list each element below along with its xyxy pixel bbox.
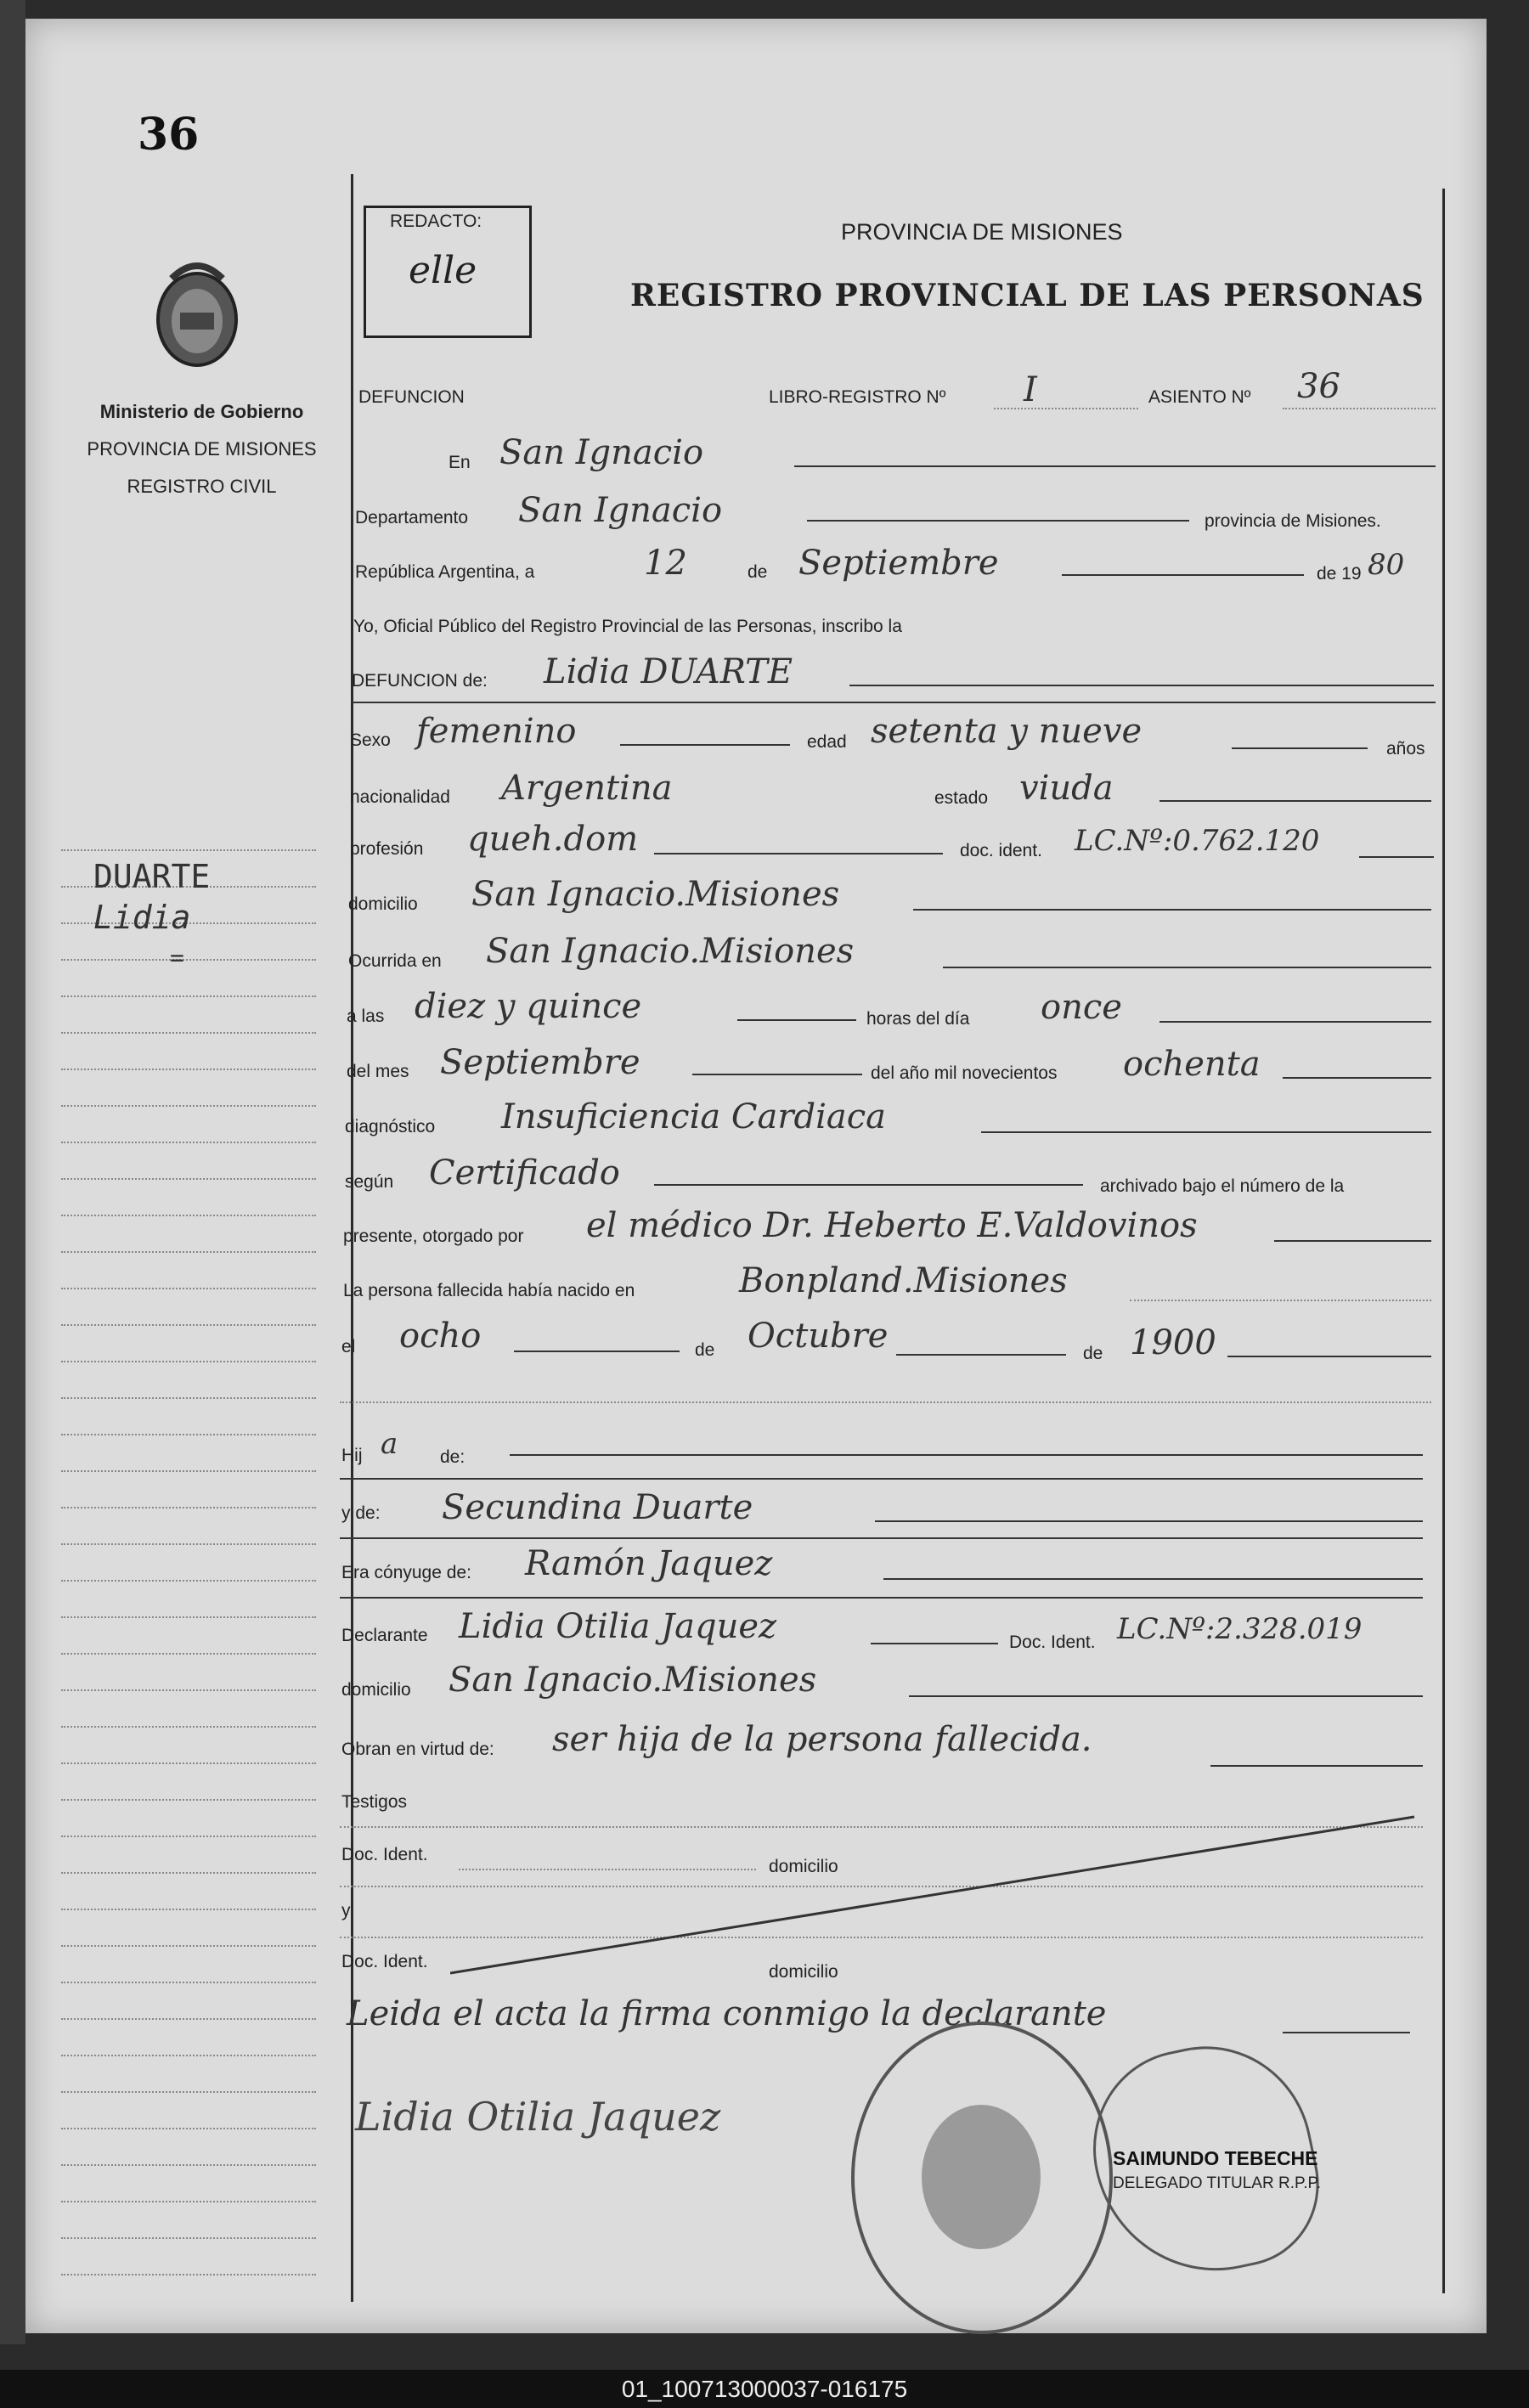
alas-label: a las [347,1007,385,1026]
declarant-signature: Lidia Otilia Jaquez [355,2094,721,2140]
anomil-label: del año mil novecientos [871,1063,1058,1083]
hij-line [510,1454,1423,1456]
margin-ruled-line [61,2018,316,2020]
dom2-label: domicilio [769,1962,838,1982]
margin-ruled-line [61,1799,316,1801]
margin-ruled-line [61,1069,316,1070]
domicilio-label: domicilio [348,894,418,914]
nac-de-label: de [695,1340,715,1360]
diagnostico-label: diagnóstico [345,1117,436,1136]
margin-ruled-line [61,1982,316,1983]
decl-doc-label: Doc. Ident. [1009,1633,1096,1652]
margin-ruled-line [61,1397,316,1399]
redacto-label: REDACTO: [390,211,482,231]
margin-ruled-line [61,1836,316,1837]
nacido-line [1130,1300,1431,1301]
ministry-province: PROVINCIA DE MISIONES [87,438,317,460]
cancel-diagonal-line [450,1813,1419,1979]
defuncion-de-label: DEFUNCION de: [352,671,488,691]
folio-number: 36 [138,109,200,161]
nac-ano-value: 1900 [1130,1323,1216,1362]
nacionalidad-value: Argentina [501,769,673,808]
ocurrida-label: Ocurrida en [348,951,442,971]
ocurrida-line [943,967,1431,968]
madre-line [875,1520,1423,1522]
presente-line [1274,1240,1431,1242]
nac-de-label-2: de [1083,1344,1103,1363]
segun-label: según [345,1172,394,1192]
margin-ruled-line [61,2055,316,2056]
margin-ruled-line [61,1872,316,1874]
y-label: y [341,1901,351,1920]
margin-ruled-line [61,1616,316,1618]
en-line [794,465,1436,467]
testigos-label: Testigos [341,1792,408,1812]
conyuge-line [883,1578,1423,1580]
doc-line [1359,856,1434,858]
margin-ruled-line [61,995,316,997]
asiento-value: 36 [1297,367,1340,406]
closing-line [1283,2032,1410,2033]
profesion-label: profesión [350,839,424,859]
margin-ruled-line [61,1142,316,1143]
redacto-initials: elle [409,249,477,292]
deceased-name: Lidia DUARTE [544,652,793,691]
margin-ruled-line [61,1178,316,1180]
departamento-line [807,520,1189,522]
hij-line-2 [340,1478,1423,1480]
declarante-line [871,1643,998,1644]
deceased-line [849,685,1434,686]
asiento-line [1283,408,1436,409]
margin-ruled-line [61,1726,316,1728]
mes-line [692,1074,862,1075]
nac-mes-value: Octubre [748,1317,889,1356]
obran-value: ser hija de la persona fallecida. [552,1720,1092,1759]
seal-emblem-icon [922,2105,1041,2249]
deceased-line-2 [352,702,1436,703]
date-de-label: de [748,562,768,582]
margin-mark: = [170,944,184,972]
archivado-label: archivado bajo el número de la [1100,1176,1345,1196]
declarante-value: Lidia Otilia Jaquez [459,1607,777,1646]
doc-label: doc. ident. [960,841,1042,860]
margin-ruled-line [61,2274,316,2275]
margin-ruled-line [61,1324,316,1326]
margin-ruled-line [61,1945,316,1947]
departamento-label: Departamento [355,508,469,527]
hij-label: Hij [341,1446,363,1465]
nac-mes-line [896,1354,1066,1356]
provincial-coat-of-arms-icon [146,253,248,372]
margin-ruled-line [61,1909,316,1910]
estado-line [1159,800,1431,802]
libro-label: LIBRO-REGISTRO Nº [769,387,946,407]
margin-ruled-line [61,1032,316,1034]
margin-ruled-line [61,1361,316,1362]
asiento-label: ASIENTO Nº [1148,387,1251,407]
provincia-label: provincia de Misiones. [1205,511,1381,531]
decl-doc-value: LC.Nº:2.328.019 [1117,1612,1363,1646]
registry-heading: REGISTRO PROVINCIAL DE LAS PERSONAS [630,278,1425,313]
margin-ruled-line [61,2128,316,2129]
republica-label: República Argentina, a [355,562,535,582]
nac-ano-line [1227,1356,1431,1357]
margin-ruled-line [61,1689,316,1691]
madre-line-2 [340,1537,1423,1539]
act-type-label: DEFUNCION [358,387,465,407]
yde-label: y de: [341,1503,381,1523]
domicilio-line [913,909,1431,911]
right-border [1442,189,1445,2293]
doc-value: LC.Nº:0.762.120 [1075,824,1320,858]
sexo-line [620,744,790,746]
margin-ruled-line [61,1580,316,1582]
presente-value: el médico Dr. Heberto E.Valdovinos [586,1206,1198,1245]
margin-ruled-line [61,1507,316,1509]
margin-ruled-line [61,1105,316,1107]
nac-dia-line [514,1351,680,1352]
delmes-label: del mes [347,1062,409,1081]
dia-line [1159,1021,1431,1023]
margin-ruled-line [61,1543,316,1545]
province-heading: PROVINCIA DE MISIONES [841,219,1123,245]
presente-label: presente, otorgado por [343,1227,524,1246]
estado-label: estado [934,788,989,808]
conyuge-value: Ramón Jaquez [525,1544,773,1583]
nacido-label: La persona fallecida había nacido en [343,1281,635,1300]
conyuge-label: Era cónyuge de: [341,1563,471,1582]
mes-value: Septiembre [440,1043,640,1082]
margin-note [93,856,210,978]
margin-ruled-line [61,1434,316,1435]
anos-label: años [1386,739,1425,758]
month-value: Septiembre [798,544,999,583]
decl-dom-line [909,1695,1423,1697]
profesion-value: queh.dom [467,820,639,859]
margin-ruled-line [61,1470,316,1472]
dia-value: once [1041,988,1122,1027]
segun-line [654,1184,1083,1186]
day-value: 12 [644,544,687,583]
blank-line-1 [340,1401,1431,1403]
margin-ruled-line [61,1288,316,1289]
dom1-label: domicilio [769,1857,838,1876]
margin-ruled-line [61,1762,316,1764]
margin-ruled-line [61,2164,316,2166]
libro-value: I [1024,370,1037,409]
conyuge-line-2 [340,1597,1423,1599]
domicilio-value: San Ignacio.Misiones [471,875,840,914]
oficial-text: Yo, Oficial Público del Registro Provincial de las Personas, inscribo la [353,617,902,636]
obran-line [1210,1765,1423,1767]
redacto-box [364,206,532,338]
hij-suffix: a [381,1427,398,1461]
en-label: En [449,453,471,472]
nacido-value: Bonpland.Misiones [739,1261,1068,1300]
sexo-value: femenino [416,712,577,751]
book-spine-edge [0,0,25,2344]
nac-dia-value: ocho [399,1317,482,1356]
nacionalidad-label: nacionalidad [350,787,450,807]
hij-de-label: de: [440,1447,465,1467]
margin-surname: DUARTE [93,858,211,895]
margin-ruled-line [61,1653,316,1655]
closing-text: Leida el acta la firma conmigo la declarante [347,1994,1107,2033]
horas-label: horas del día [866,1009,970,1029]
libro-line [994,408,1138,409]
profesion-line [654,853,943,854]
margin-ruled-line [61,2201,316,2202]
declarante-label: Declarante [341,1626,428,1645]
en-value: San Ignacio [499,433,704,472]
hora-line [737,1019,856,1021]
ministry-block [51,393,353,505]
year-value: 80 [1368,548,1405,582]
image-identifier: 01_100713000037-016175 [621,2376,908,2402]
edad-label: edad [807,732,847,752]
margin-ruled-line [61,849,316,851]
obran-label: Obran en virtud de: [341,1740,494,1759]
ocurrida-value: San Ignacio.Misiones [486,932,855,971]
hora-value: diez y quince [415,987,642,1026]
margin-ruled-line [61,1215,316,1216]
estado-value: viuda [1019,769,1114,808]
diagnostico-line [981,1131,1431,1133]
official-name: SAIMUNDO TEBECHE [1113,2147,1318,2169]
ano-line [1283,1077,1431,1079]
margin-ruled-line [61,1251,316,1253]
margin-ruled-line [61,2237,316,2239]
edad-line [1232,747,1368,749]
decl-dom-value: San Ignacio.Misiones [449,1661,817,1700]
doc1-label: Doc. Ident. [341,1845,428,1864]
ministry-registry: REGISTRO CIVIL [127,476,277,497]
year-label: de 19 [1317,564,1362,584]
edad-value: setenta y nueve [871,712,1143,751]
margin-given-name: Lidia [93,899,191,936]
decl-dom-label: domicilio [341,1680,411,1700]
ano-value: ochenta [1123,1045,1261,1084]
ministry-name: Ministerio de Gobierno [99,401,304,422]
madre-value: Secundina Duarte [442,1488,753,1527]
diagnostico-value: Insuficiencia Cardiaca [501,1097,886,1136]
sexo-label: Sexo [350,730,391,750]
el-label: el [341,1337,356,1356]
departamento-value: San Ignacio [518,491,723,530]
margin-ruled-line [61,2091,316,2093]
segun-value: Certificado [429,1153,620,1193]
official-title: DELEGADO TITULAR R.P.P. [1113,2174,1321,2192]
month-line [1062,574,1304,576]
doc2-label: Doc. Ident. [341,1952,428,1971]
